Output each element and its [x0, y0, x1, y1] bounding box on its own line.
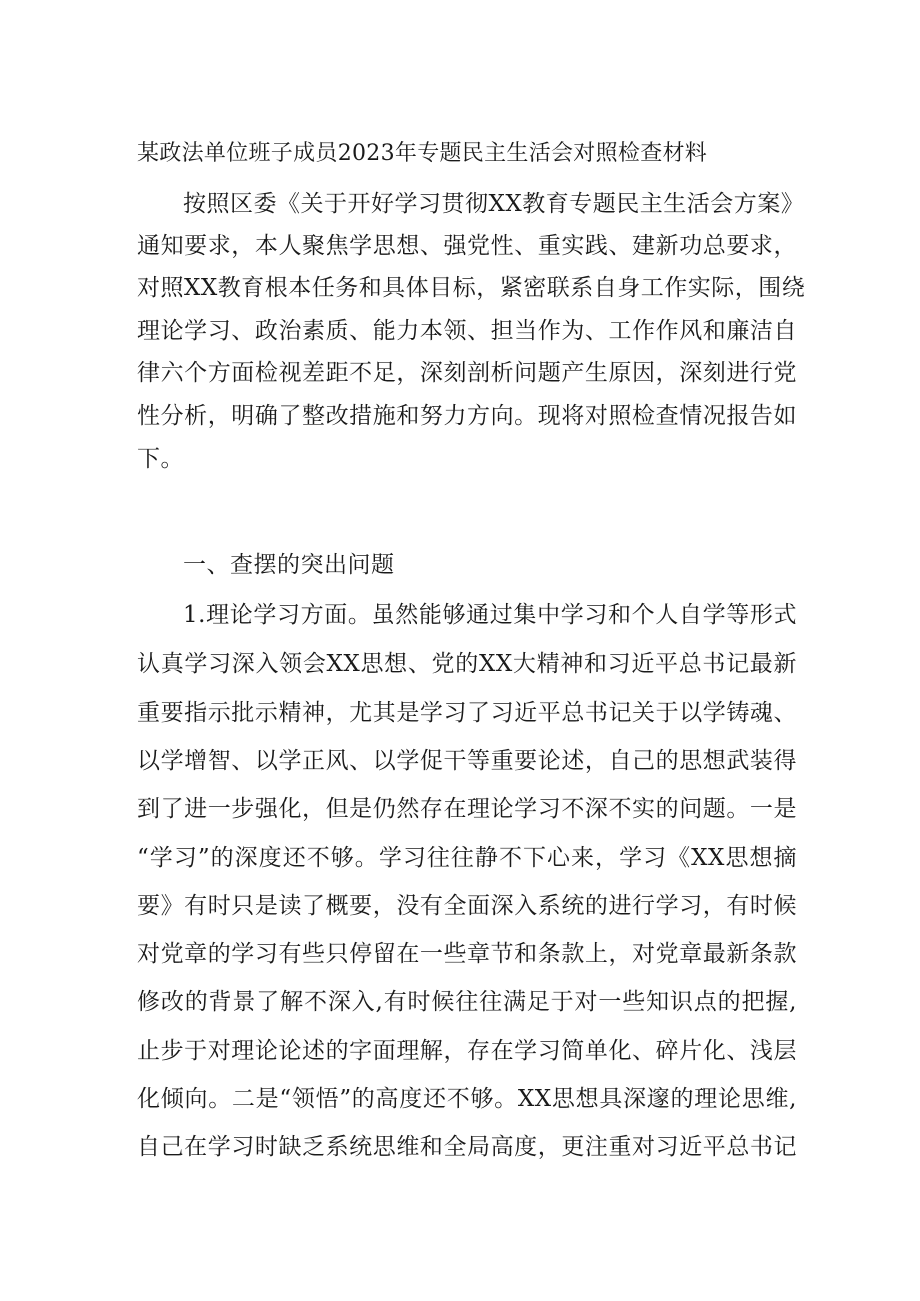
intro-line-2: 通知要求，本人聚焦学思想、强党性、重实践、建新功总要求， — [137, 233, 797, 259]
item1-line-2: 认真学习深入领会XX思想、党的XX大精神和习近平总书记最新 — [137, 651, 797, 677]
intro-line-3: 对照XX教育根本任务和具体目标，紧密联系自身工作实际，围绕 — [137, 275, 806, 301]
item1-line-7: 要》有时只是读了概要，没有全面深入系统的进行学习，有时候 — [137, 893, 797, 919]
intro-line-4: 理论学习、政治素质、能力本领、担当作为、工作作风和廉洁自 — [137, 318, 797, 344]
item1-line-3: 重要指示批示精神，尤其是学习了习近平总书记关于以学铸魂、 — [137, 700, 797, 726]
item1-line-10: 止步于对理论论述的字面理解，存在学习简单化、碎片化、浅层 — [137, 1038, 797, 1064]
item1-line-5: 到了进一步强化，但是仍然存在理论学习不深不实的问题。一是 — [137, 796, 797, 822]
item1-line-9: 修改的背景了解不深入,有时候往往满足于对一些知识点的把握, — [137, 989, 797, 1015]
item1-line-1: 1.理论学习方面。虽然能够通过集中学习和个人自学等形式 — [183, 602, 797, 628]
section-heading-problems: 一、查摆的突出问题 — [183, 552, 395, 578]
intro-line-6: 性分析，明确了整改措施和努力方向。现将对照检查情况报告如 — [137, 403, 797, 429]
intro-line-7: 下。 — [137, 446, 184, 472]
intro-line-5: 律六个方面检视差距不足，深刻剖析问题产生原因，深刻进行党 — [137, 360, 797, 386]
item1-line-12: 自己在学习时缺乏系统思维和全局高度，更注重对习近平总书记 — [137, 1134, 797, 1160]
item1-line-8: 对党章的学习有些只停留在一些章节和条款上，对党章最新条款 — [137, 941, 797, 967]
document-title: 某政法单位班子成员2023年专题民主生活会对照检查材料 — [137, 141, 708, 166]
item1-line-4: 以学增智、以学正风、以学促干等重要论述，自己的思想武装得 — [137, 748, 797, 774]
item1-line-6: “学习”的深度还不够。学习往往静不下心来，学习《XX思想摘 — [137, 845, 797, 871]
item1-line-11: 化倾向。二是“领悟”的高度还不够。XX思想具深邃的理论思维, — [137, 1086, 797, 1112]
intro-line-1: 按照区委《关于开好学习贯彻XX教育专题民主生活会方案》 — [183, 191, 805, 217]
